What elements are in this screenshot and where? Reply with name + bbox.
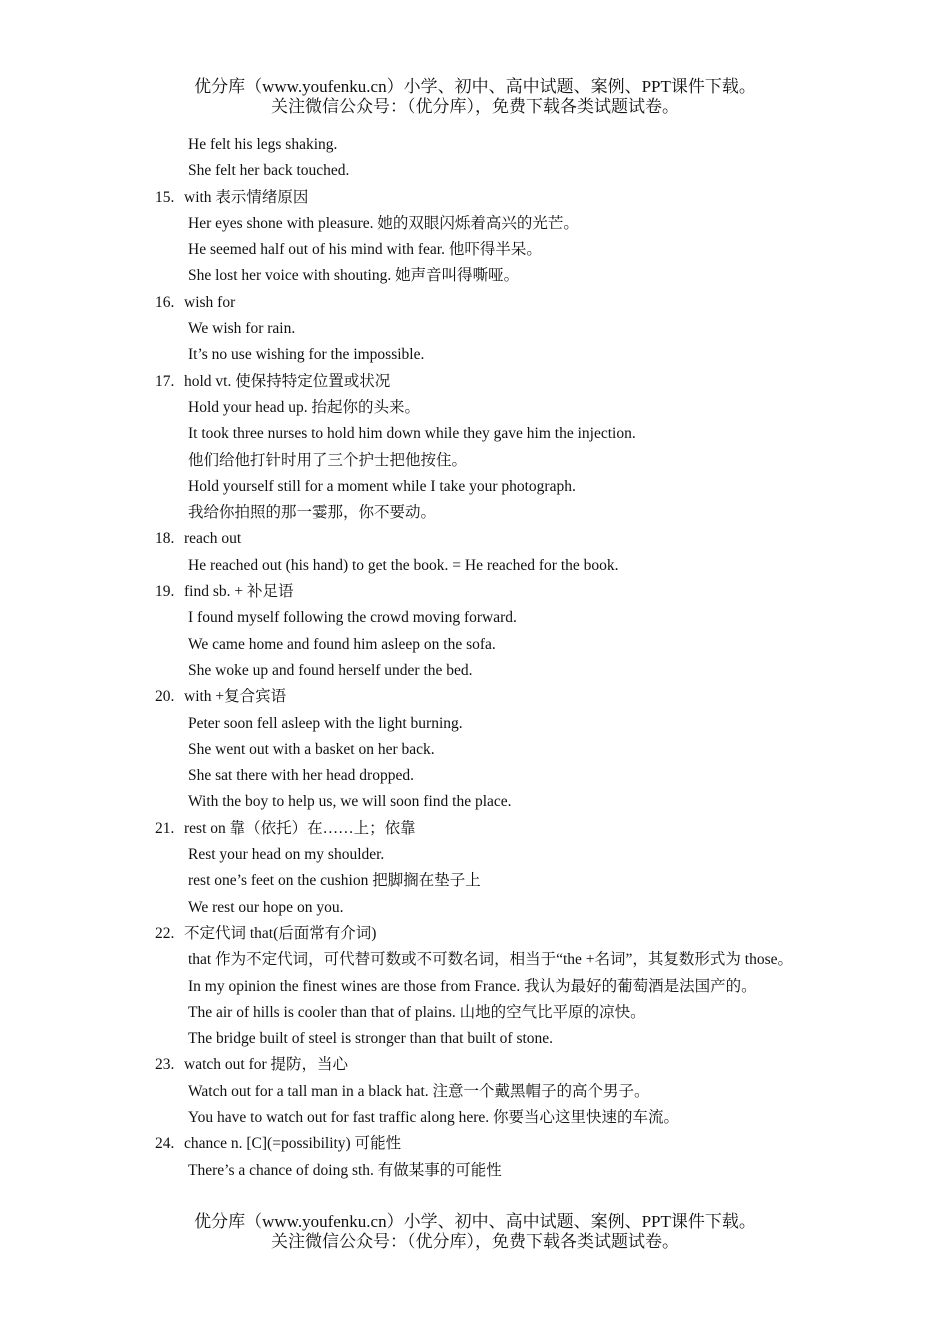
item-number: 23. bbox=[155, 1056, 175, 1074]
item-heading-18 bbox=[155, 526, 835, 552]
example-sentence: In my opinion the finest wines are those from France. 我认为最好的葡萄酒是法国产的。 bbox=[188, 977, 757, 995]
explanation-text: that 作为不定代词，可代替可数或不可数名词，相当于“the +名词”，其复数形式为 those。 bbox=[188, 951, 794, 969]
example-sentence: It took three nurses to hold him down while they gave him the injection. bbox=[188, 425, 636, 443]
item-heading-22 bbox=[155, 921, 835, 947]
example-sentence: She lost her voice with shouting. 她声音叫得嘶哑。 bbox=[188, 267, 520, 285]
header-line-2: 关注微信公众号：（优分库），免费下载各类试题试卷。 bbox=[271, 97, 679, 116]
example-sentence: Hold your head up. 抬起你的头来。 bbox=[188, 398, 421, 416]
item-title: with +复合宾语 bbox=[184, 688, 287, 706]
header-line-1: 优分库（www.youfenku.cn）小学、初中、高中试题、案例、PPT课件下载。 bbox=[194, 77, 756, 96]
item-title: chance n. [C](=possibility) 可能性 bbox=[184, 1135, 402, 1153]
item-number: 24. bbox=[155, 1135, 175, 1153]
item-number: 22. bbox=[155, 924, 175, 942]
item-number: 15. bbox=[155, 188, 175, 206]
example-sentence: With the boy to help us, we will soon find the place. bbox=[188, 793, 512, 811]
item-title: wish for bbox=[184, 293, 236, 311]
example-sentence: She felt her back touched. bbox=[188, 162, 350, 180]
example-sentence: We came home and found him asleep on the sofa. bbox=[188, 635, 496, 653]
item-heading-15 bbox=[155, 185, 835, 211]
item-number: 19. bbox=[155, 583, 175, 601]
item-title: reach out bbox=[184, 530, 242, 548]
example-sentence: She sat there with her head dropped. bbox=[188, 767, 414, 785]
example-sentence: Rest your head on my shoulder. bbox=[188, 846, 385, 864]
document-body bbox=[155, 132, 835, 1184]
item-title: hold vt. 使保持特定位置或状况 bbox=[184, 372, 391, 390]
example-sentence: Peter soon fell asleep with the light burning. bbox=[188, 714, 463, 732]
example-sentence: The air of hills is cooler than that of plains. 山地的空气比平原的凉快。 bbox=[188, 1003, 646, 1021]
example-sentence: We rest our hope on you. bbox=[188, 898, 344, 916]
item-heading-19 bbox=[155, 579, 835, 605]
footer-line-1: 优分库（www.youfenku.cn）小学、初中、高中试题、案例、PPT课件下载。 bbox=[194, 1212, 756, 1231]
page-footer bbox=[0, 1212, 950, 1252]
item-heading-17 bbox=[155, 369, 835, 395]
item-title: with 表示情绪原因 bbox=[184, 188, 309, 206]
example-sentence: It’s no use wishing for the impossible. bbox=[188, 346, 425, 364]
item-heading-24 bbox=[155, 1131, 835, 1157]
example-sentence: He seemed half out of his mind with fear. 他吓得半呆。 bbox=[188, 241, 542, 259]
example-sentence: The bridge built of steel is stronger than that built of stone. bbox=[188, 1030, 554, 1048]
item-title: watch out for 提防，当心 bbox=[184, 1056, 349, 1074]
item-title: rest on 靠（依托）在……上；依靠 bbox=[184, 819, 416, 837]
example-sentence: He reached out (his hand) to get the book. = He reached for the book. bbox=[188, 556, 619, 574]
item-heading-20 bbox=[155, 684, 835, 710]
example-sentence: I found myself following the crowd moving forward. bbox=[188, 609, 517, 627]
item-number: 20. bbox=[155, 688, 175, 706]
example-sentence: There’s a chance of doing sth. 有做某事的可能性 bbox=[188, 1161, 502, 1179]
item-heading-16 bbox=[155, 290, 835, 316]
page-header bbox=[0, 77, 950, 117]
example-sentence: We wish for rain. bbox=[188, 320, 296, 338]
item-title: 不定代词 that(后面常有介词) bbox=[184, 924, 377, 942]
item-heading-21 bbox=[155, 816, 835, 842]
example-sentence: Her eyes shone with pleasure. 她的双眼闪烁着高兴的光芒。 bbox=[188, 214, 579, 232]
item-number: 17. bbox=[155, 372, 175, 390]
example-sentence: You have to watch out for fast traffic along here. 你要当心这里快速的车流。 bbox=[188, 1108, 680, 1126]
item-number: 16. bbox=[155, 293, 175, 311]
example-translation: 我给你拍照的那一霎那，你不要动。 bbox=[188, 504, 437, 522]
item-heading-23 bbox=[155, 1052, 835, 1078]
example-sentence: Watch out for a tall man in a black hat. 注意一个戴黑帽子的高个男子。 bbox=[188, 1082, 650, 1100]
item-number: 21. bbox=[155, 819, 175, 837]
example-sentence: Hold yourself still for a moment while I take your photograph. bbox=[188, 477, 576, 495]
example-sentence: rest one’s feet on the cushion 把脚搁在垫子上 bbox=[188, 872, 481, 890]
item-number: 18. bbox=[155, 530, 175, 548]
example-sentence: He felt his legs shaking. bbox=[188, 136, 338, 153]
example-translation: 他们给他打针时用了三个护士把他按住。 bbox=[188, 451, 468, 469]
example-sentence: She woke up and found herself under the bed. bbox=[188, 661, 473, 679]
footer-line-2: 关注微信公众号：（优分库），免费下载各类试题试卷。 bbox=[271, 1232, 679, 1251]
example-sentence: She went out with a basket on her back. bbox=[188, 740, 435, 758]
item-title: find sb. + 补足语 bbox=[184, 583, 294, 601]
